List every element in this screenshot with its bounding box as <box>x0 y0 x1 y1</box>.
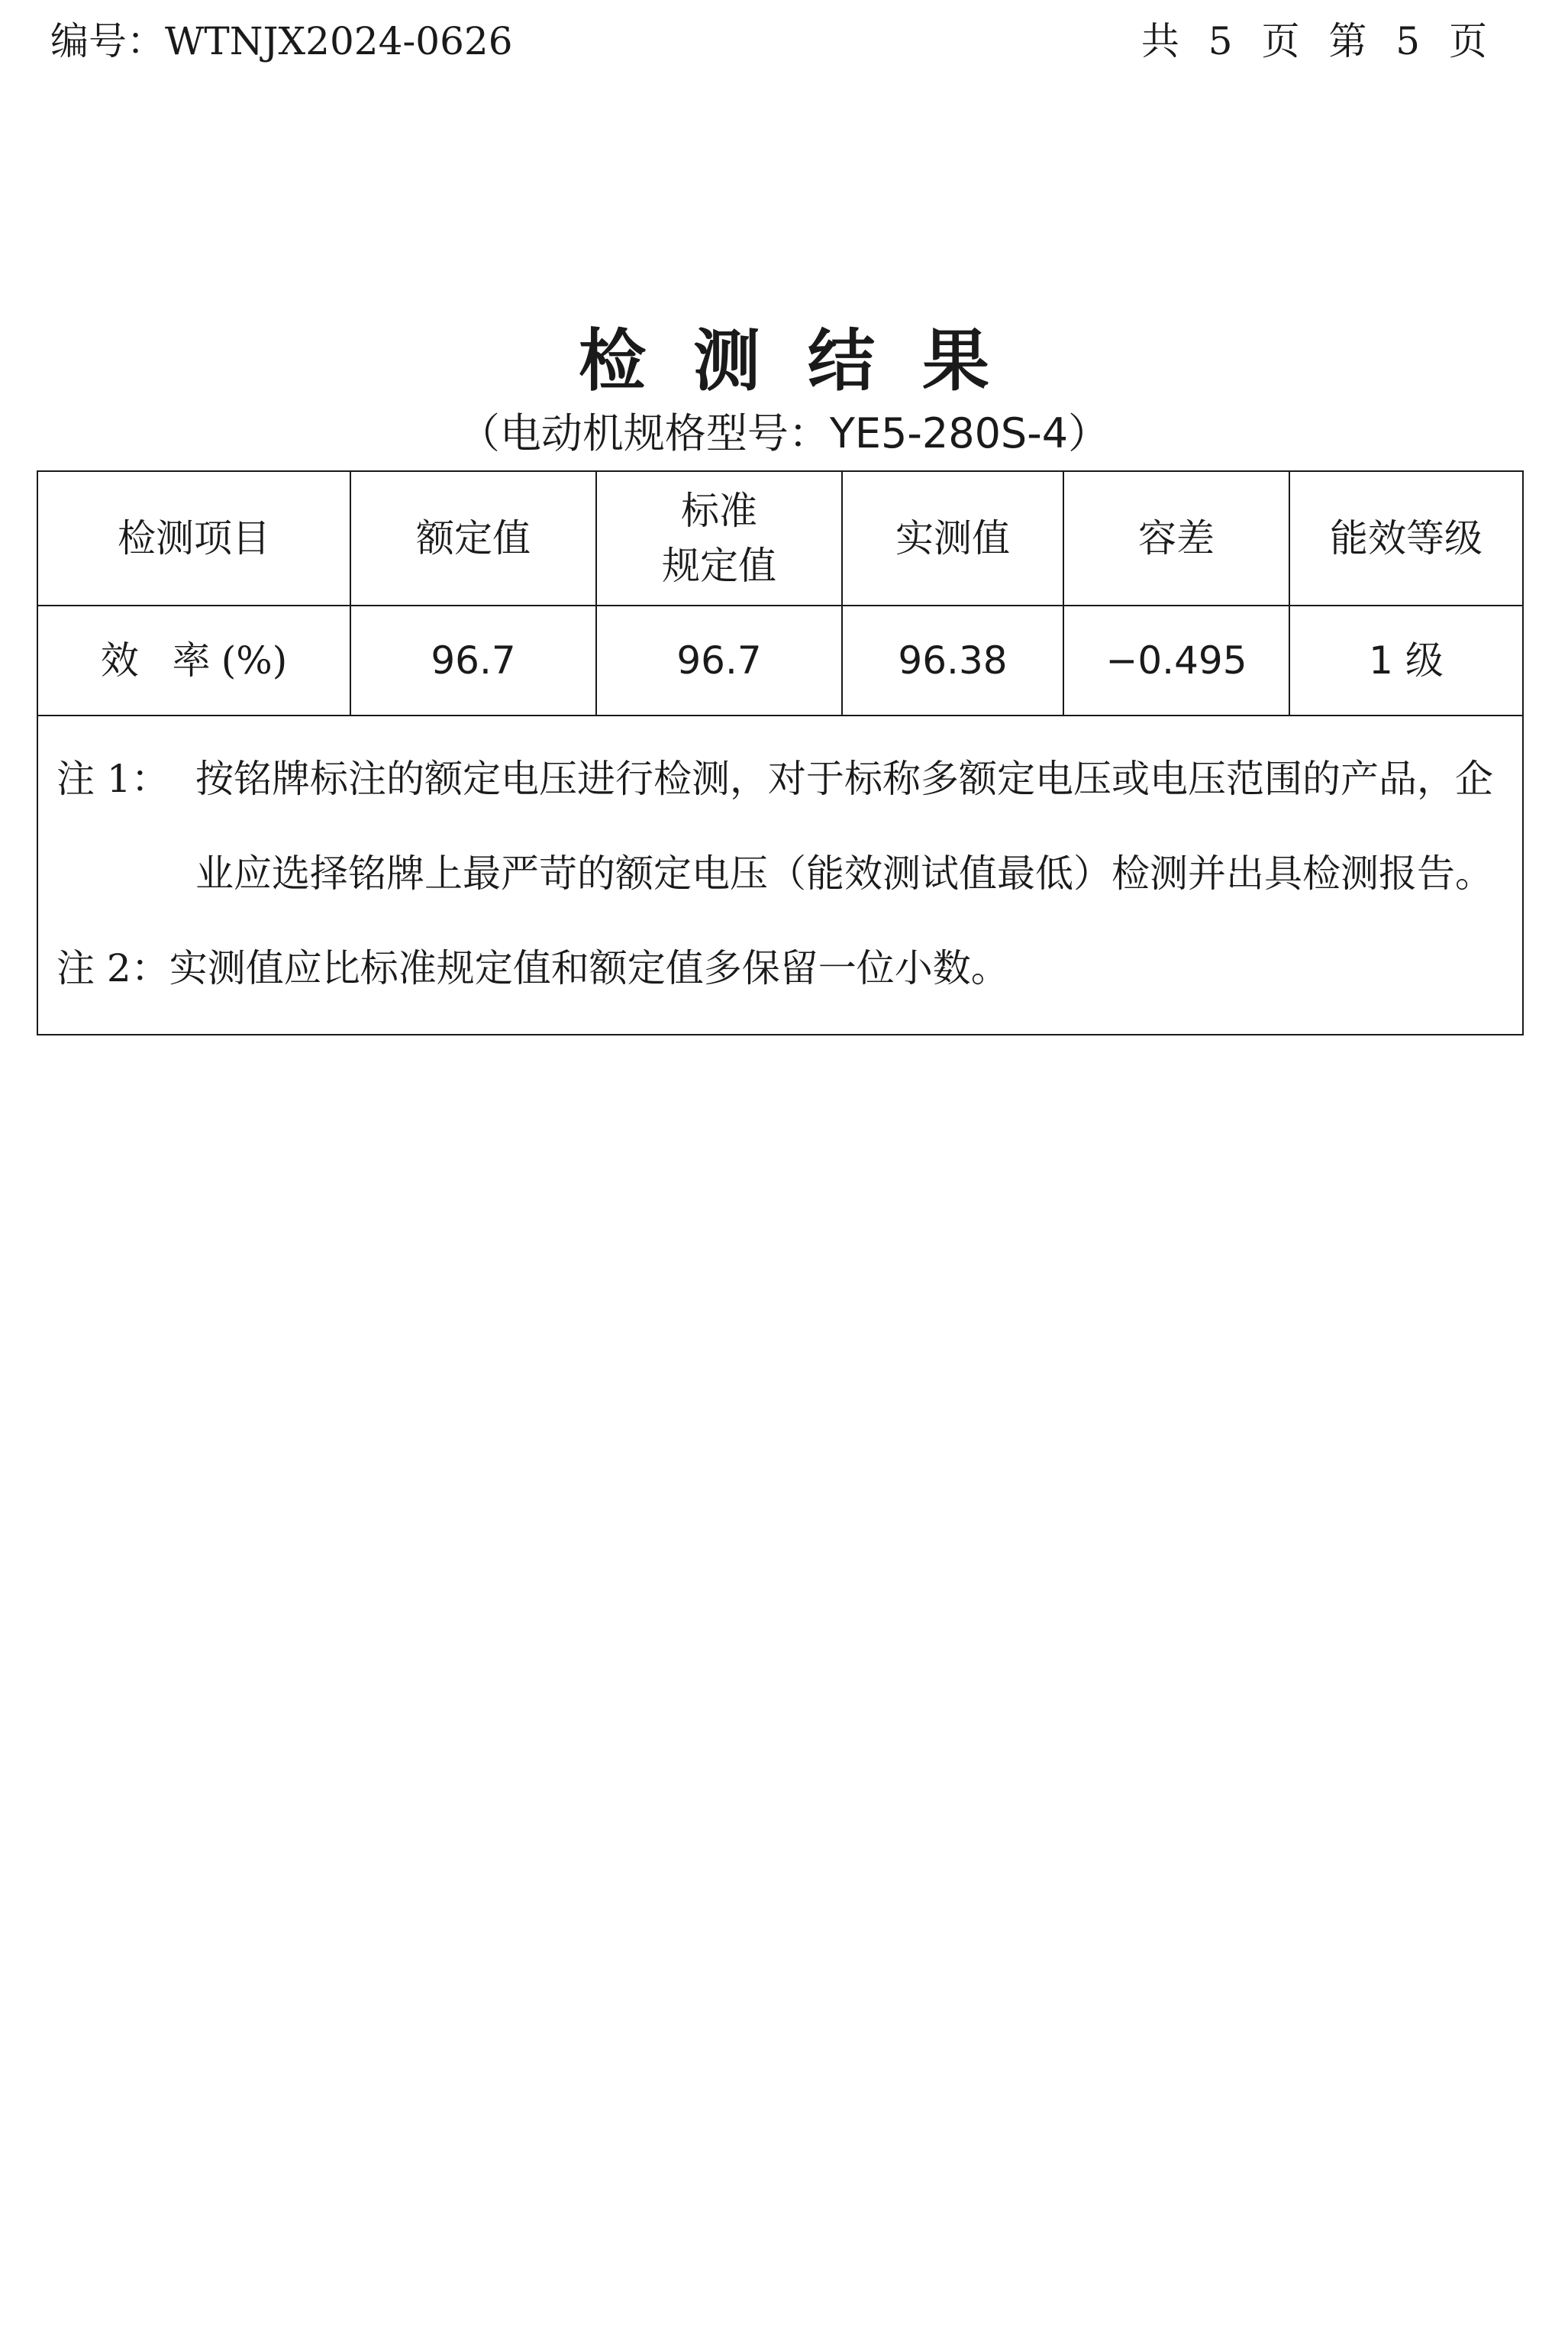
note-2-text: 实测值应比标准规定值和额定值多保留一位小数。 <box>169 946 1009 990</box>
page-info <box>1124 17 1487 66</box>
cell-item <box>37 606 350 716</box>
cell-standard: 96.7 <box>596 606 842 716</box>
cell-rated: 96.7 <box>350 606 596 716</box>
table-row <box>37 606 1523 716</box>
note-1 <box>56 732 1504 921</box>
column-header-measured: 实测值 <box>842 471 1063 606</box>
column-header-item: 检测项目 <box>37 471 350 606</box>
page-info-current: 5 <box>1395 19 1421 63</box>
page-info-current-suffix: 页 <box>1449 19 1487 63</box>
column-header-standard-line2: 规定值 <box>662 544 776 588</box>
note-1-text: 按铭牌标注的额定电压进行检测，对于标称多额定电压或电压范围的产品，企业应选择铭牌上最严苛的额定电压（能效测试值最低）检测并出具检测报告。 <box>195 757 1493 896</box>
column-header-standard <box>596 471 842 606</box>
notes-row <box>37 716 1523 1035</box>
document-number-label: 编号： <box>50 19 165 63</box>
page-info-total: 5 <box>1208 19 1233 63</box>
notes-cell <box>37 716 1523 1035</box>
table-header-row <box>37 471 1523 606</box>
column-header-standard-line1: 标准 <box>681 489 757 533</box>
cell-measured: 96.38 <box>842 606 1063 716</box>
document-number-value: WTNJX2024-0626 <box>165 19 513 63</box>
column-header-rated: 额定值 <box>350 471 596 606</box>
column-header-tolerance: 容差 <box>1063 471 1289 606</box>
page-info-current-prefix: 第 <box>1328 19 1367 63</box>
cell-item-unit: (%) <box>221 638 288 683</box>
results-table <box>37 470 1524 1035</box>
page-title: 检测结果 <box>578 321 1037 400</box>
column-header-grade: 能效等级 <box>1289 471 1523 606</box>
cell-tolerance: −0.495 <box>1063 606 1289 716</box>
note-2-label: 注 2： <box>56 946 169 990</box>
page-info-total-prefix: 共 <box>1141 19 1179 63</box>
cell-grade: 1 级 <box>1289 606 1523 716</box>
page-info-total-suffix: 页 <box>1261 19 1300 63</box>
cell-item-label: 效 率 <box>100 638 221 683</box>
page-subtitle: （电动机规格型号：YE5-280S-4） <box>458 409 1110 457</box>
document-number <box>50 17 513 66</box>
note-1-label: 注 1： <box>56 757 169 801</box>
note-2 <box>56 921 1504 1016</box>
